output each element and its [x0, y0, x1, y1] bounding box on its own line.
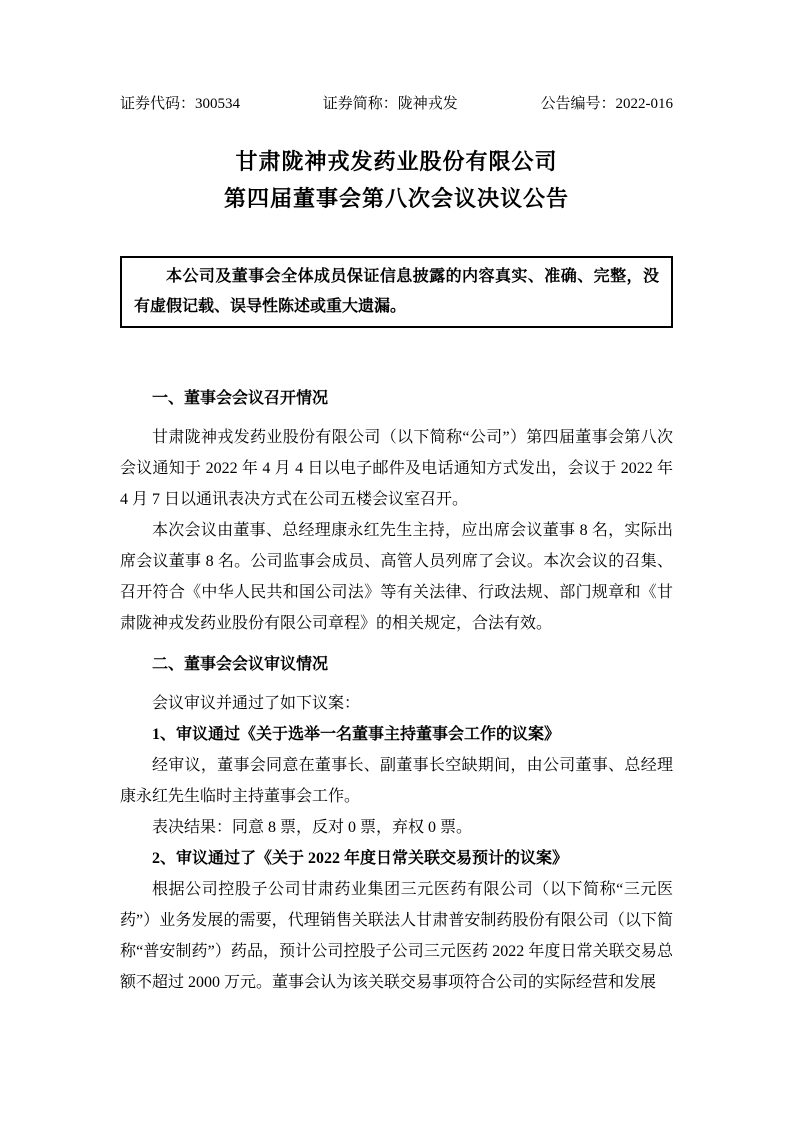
doc-title-line1: 甘肃陇神戎发药业股份有限公司 [235, 149, 558, 174]
doc-title [120, 143, 673, 217]
resolution-item-1-paragraph: 经审议，董事会同意在董事长、副董事长空缺期间，由公司董事、总经理康永红先生临时主持董事会工作。 [120, 757, 673, 805]
stock-name-label: 证券简称：陇神戎发 [322, 96, 458, 112]
section1-paragraph-1: 甘肃陇神戎发药业股份有限公司（以下简称“公司”）第四届董事会第八次会议通知于 2022 年 4 月 4 日以电子邮件及电话通知方式发出，会议于 2022 年 4 月 7 日以通讯表决方式在公司五楼会议室召开。 [120, 429, 673, 508]
disclaimer-text: 本公司及董事会全体成员保证信息披露的内容真实、准确、完整，没有虚假记载、误导性陈述或重大遗漏。 [134, 268, 659, 315]
resolution-item-2-paragraph: 根据公司控股子公司甘肃药业集团三元医药有限公司（以下简称“三元医药”）业务发展的需要，代理销售关联法人甘肃普安制药股份有限公司（以下简称“普安制药”）药品，预计公司控股子公司三元医药 2022 年度日常关联交易总额不超过 2000 万元。董事会认为该关联交易事项符合公司的实际经营和发展 [120, 881, 673, 991]
section2-heading: 二、董事会会议审议情况 [152, 656, 329, 673]
doc-header [120, 95, 673, 113]
disclaimer-box [120, 256, 673, 328]
section1-paragraph-2: 本次会议由董事、总经理康永红先生主持，应出席会议董事 8 名，实际出席会议董事 8 名。公司监事会成员、高管人员列席了会议。本次会议的召集、召开符合《中华人民共和国公司法》等有关法律、行政法规、部门规章和《甘肃陇神戎发药业股份有限公司章程》的相关规定，合法有效。 [120, 522, 673, 632]
resolution-item-2-heading: 2、审议通过了《关于 2022 年度日常关联交易预计的议案》 [152, 850, 569, 867]
stock-code-label: 证券代码：300534 [120, 96, 241, 112]
resolution-item-1-heading: 1、审议通过《关于选举一名董事主持董事会工作的议案》 [152, 726, 561, 743]
doc-title-line2: 第四届董事会第八次会议决议公告 [223, 186, 569, 211]
resolution-item-1-vote-result: 表决结果：同意 8 票，反对 0 票，弃权 0 票。 [152, 819, 473, 836]
announcement-number-label: 公告编号：2022-016 [540, 96, 673, 112]
section1-heading: 一、董事会会议召开情况 [152, 390, 329, 407]
section2-intro: 会议审议并通过了如下议案： [152, 695, 361, 712]
